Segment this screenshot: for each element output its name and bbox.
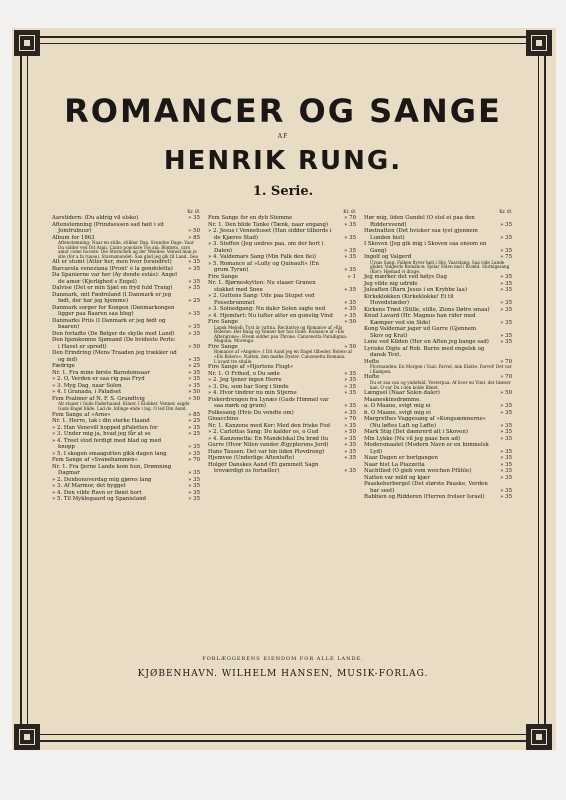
song-price: » 35 xyxy=(344,234,356,241)
song-title: Natten var mild og kjær xyxy=(364,474,430,481)
song-entry xyxy=(364,326,512,339)
song-title: » 4. Valdemars Sang (Min Falk den flei) xyxy=(208,254,317,260)
song-title: » 4. Hjemfart: Nu lufter atter en gunstig Vind xyxy=(208,312,333,319)
song-price: » 35 xyxy=(188,496,200,503)
song-price: » 35 xyxy=(188,483,200,490)
song-title: Nr. 1. Fra fjerne Lande kom hun, Drømning Dagmar xyxy=(52,463,172,477)
song-title: » 3. Af Marmor, det bygget xyxy=(52,483,126,490)
song-title: Aarstidern: (Du aldrig vil elske) xyxy=(52,215,139,221)
song-price: » 35 xyxy=(188,476,200,483)
song-price: » 35 xyxy=(500,429,512,436)
song-price: » 35 xyxy=(500,234,512,241)
song-price: » 35 xyxy=(344,403,356,410)
song-title: Fire Sange af »Hjortens Flugt« xyxy=(208,364,294,371)
contents-note: Alt staaer i Guds Faderhaand. Kimer, I Klokker. Venner, sagde Guds Engel blide. Lad do, kilinge ende i lag. O led Din Aand. xyxy=(58,401,190,411)
song-price: » 70 xyxy=(344,215,356,221)
song-title: Lyriske Digte af Rob. Burns med engelsk og dansk Text. xyxy=(364,345,485,359)
song-price: » 25 xyxy=(188,431,200,438)
song-title: » 4. Treet stod ferdigt med blad og med knopp xyxy=(52,437,162,451)
song-price: » 35 xyxy=(188,444,200,451)
song-price: » 35 xyxy=(500,306,512,313)
song-title: Fædrige xyxy=(52,363,75,370)
song-price: » 35 xyxy=(500,287,512,294)
song-price: » 50 xyxy=(344,319,356,325)
song-price: » 35 xyxy=(344,442,356,449)
song-title: Paaskeherberget (Det største Paaske, Verden har seet) xyxy=(364,481,488,494)
price-header: Kr. Ø. xyxy=(343,210,356,215)
song-entry xyxy=(52,272,200,285)
song-price: » 35 xyxy=(500,474,512,481)
song-title: » 5. Til Myklegaard og Spanieland xyxy=(52,496,147,503)
corner-ornament-icon xyxy=(14,724,40,750)
song-title: Fem Sange af »Svanehammen« xyxy=(52,457,138,464)
song-entry xyxy=(52,222,200,235)
song-entry xyxy=(208,228,356,241)
song-price: » 25 xyxy=(188,418,200,425)
contents-note: Romance af »Angelo«: I Dit Aand jeg en Engel tilbeder. Bolero af »Els Bolero«: Natten, den mørke Dyster. Canzonetta Romana. L'avant tre sitalle. xyxy=(214,349,352,364)
song-entry xyxy=(52,464,200,477)
song-title: Margrethes Vuggesang af »Kongsæmnerne« (Nu løftes Laft og Løfte) xyxy=(364,416,486,429)
song-entry xyxy=(52,496,200,503)
song-price: » 35 xyxy=(188,382,200,389)
song-list-column-3 xyxy=(364,210,512,501)
song-title: » 5. Romance af »Lully og Quinault« (En grum Tyran) xyxy=(208,260,319,273)
song-title: Min Lykke (Nu vil jeg gaae hen ad) xyxy=(364,435,461,442)
song-title: » 2. Carlottas Sang: Du kalder os, o Gud xyxy=(208,429,319,436)
song-entry xyxy=(364,215,512,228)
song-price: » 50 xyxy=(344,429,356,436)
song-title: Alt er stumt (Atter her, men hvor forandret) xyxy=(52,259,172,266)
song-price: » 35 xyxy=(500,422,512,429)
song-title: Barcarola veneziana (Pront' è la gondoletta) xyxy=(52,265,173,272)
song-price: » 35 xyxy=(188,324,200,331)
song-price: » 35 xyxy=(344,306,356,312)
song-price: » 50 xyxy=(188,343,200,350)
song-price: » 35 xyxy=(500,300,512,307)
price-header: Kr. Ø. xyxy=(187,210,200,215)
song-title: Nr. 1. Kanzone med Kor: Med den friske Fod xyxy=(208,422,330,429)
song-entry xyxy=(208,397,356,410)
song-price: » 50 xyxy=(344,343,356,350)
song-title: Holger Danskes Aand (Et gammelt Sagn troværdigt os fortæller) xyxy=(208,461,319,475)
song-title: Dalvise (Det er min Sjæl en fryd fuld Trang) xyxy=(52,285,173,292)
song-title: Den Erindring (Mens Traaden jeg trækker ud og ind) xyxy=(52,350,177,363)
song-title: » 4. Hvor tindrer nu min Stjerne xyxy=(208,390,297,397)
song-price: » 35 xyxy=(344,221,356,228)
song-price: » 35 xyxy=(344,377,356,384)
song-title: Da Spanierne var her (Ay donde estás): Angel de amor (Kjerlighed s Engel) xyxy=(52,272,177,285)
song-title: b. O Maane, svigt mig ei xyxy=(364,409,431,416)
song-title: Danmarks Priis (I Danmark er jeg født og baaren) xyxy=(52,317,166,331)
song-title: Kong Valdemar jager ud Gurre (Gjennem Skov og Krat) xyxy=(364,326,477,339)
song-price: » 35 xyxy=(344,390,356,397)
song-title: » 4. Kanzonetta: En Mandelskal Du brød itu xyxy=(208,435,329,442)
song-price: » 1 xyxy=(347,273,356,280)
song-title: » 3. Du, som har Sorg i Sinde xyxy=(208,383,289,390)
song-price: » 35 xyxy=(344,370,356,377)
song-list-column-2 xyxy=(208,210,356,475)
song-price: » 35 xyxy=(188,330,200,337)
song-title: Kirkens Trøst (Stille, stille, Zions Døtre smaa) xyxy=(364,306,490,313)
song-price: » 85 xyxy=(188,234,200,241)
song-title: Modersmaalet (Modern Navn er en himmelsk Lyd) xyxy=(364,442,489,455)
song-title: Nachtlied (O gieb vom weichen Pfühle) xyxy=(364,468,472,475)
song-title: Gurre (Hvor Nilen vander Ægypterens Jord) xyxy=(208,442,329,449)
rights-notice: FORLÆGGERENS EIENDOM FOR ALLE LANDE. xyxy=(202,656,364,662)
song-price: » 25 xyxy=(188,298,200,305)
song-price: » 35 xyxy=(344,383,356,390)
song-price: » 35 xyxy=(500,280,512,287)
song-title: » 2. Denbonoverdag mig gjøres lang xyxy=(52,476,152,483)
song-title: » 3. Myg Dag, naar Solen xyxy=(52,382,122,389)
song-title: » 3. Solnedgang: Nu daler Solen sagte ned xyxy=(208,306,326,312)
song-title: Høstnatten (Det hvisker saa tyst gjennem Lunden hist) xyxy=(364,228,478,241)
song-price: » 35 xyxy=(188,311,200,318)
song-title: » 2. Jeg tjener ingen Herre xyxy=(208,377,282,384)
song-price: » 35 xyxy=(500,461,512,468)
song-title: » 2. Han Venevill hopped pFaletten for xyxy=(52,424,158,431)
contents-note: Du er saa van og yndefuld. Vesterpaa: Af hver en Vind, der blæser kan. O var Du i den kolde Blæst. xyxy=(370,379,511,390)
song-price: » 50 xyxy=(188,395,200,402)
song-price: » 25 xyxy=(188,363,200,370)
song-price: » 35 xyxy=(188,424,200,431)
song-title: Fem Sange af »Arne« xyxy=(52,411,111,418)
song-title: Hefte xyxy=(364,358,380,365)
song-price: » 35 xyxy=(500,339,512,346)
song-title: » 3. Under mig ja, hvad jeg får at se xyxy=(52,431,151,438)
song-title: Rabbien og Ridderen (Herren frelser Israel) xyxy=(364,494,485,501)
song-entry xyxy=(52,318,200,331)
song-price: » 35 xyxy=(500,221,512,228)
song-title: Nr. 1. Den blide Tanke (Tænk, naar engang) xyxy=(208,221,329,228)
song-price: » 35 xyxy=(500,409,512,416)
song-price: » 35 xyxy=(344,312,356,319)
song-price: » 35 xyxy=(500,435,512,442)
song-entry xyxy=(52,292,200,305)
song-price: » 35 xyxy=(344,267,356,273)
song-price: » 35 xyxy=(188,356,200,363)
song-title: Fire Sange xyxy=(208,343,238,350)
song-title: Fem Psalmer af N. F. S. Grundtvig xyxy=(52,395,145,402)
song-entry xyxy=(208,462,356,475)
song-price: » 35 xyxy=(500,487,512,494)
song-title: Fem Sange for en dyb Stemme xyxy=(208,215,293,221)
song-price: » 35 xyxy=(188,285,200,292)
song-title: Album for 1863 xyxy=(52,234,95,241)
song-title: » 2. O, Verden er saa rig paa Fryd xyxy=(52,376,145,383)
song-title: Jeg mærker det ved hølys Dag xyxy=(364,274,447,281)
song-title: Kirkeklokken (Kirkeklokke! Ei til Hovedstæder) xyxy=(364,293,454,307)
song-entry xyxy=(364,494,512,501)
song-entry xyxy=(208,280,356,293)
song-title: Juleaften (Barn Jesus i en Krybbe laa) xyxy=(364,287,467,294)
corner-ornament-icon xyxy=(14,30,40,56)
song-price: » 35 xyxy=(188,265,200,272)
song-title: Lene ved Kilden (Her en Aften jeg bange sad) xyxy=(364,339,489,346)
by-label: AF xyxy=(277,133,289,140)
price-header: Kr. Ø. xyxy=(499,210,512,215)
song-title: Naar hist La Piazzetta xyxy=(364,461,425,468)
song-title: » 2. Jesus i Vennehuset (Han sidder tilbords i de Kjæres Stad) xyxy=(208,228,332,241)
corner-ornament-icon xyxy=(526,30,552,56)
song-price: » 35 xyxy=(500,455,512,462)
song-title: Folkesang (Hvis Du vendte om) xyxy=(208,409,294,416)
song-entry xyxy=(364,313,512,326)
song-price: » 35 xyxy=(500,332,512,339)
song-entry xyxy=(208,261,356,274)
contents-note: Ursas Sang: Falken flyver høit i Sky. Vaarslang: Saa vide Lande glider. Valgerds Romance: Sjelar Solen ned i Kvæld. Slutnigssang (Kor): Hjemad vi drage. xyxy=(370,259,510,274)
song-price: » 75 xyxy=(500,254,512,260)
song-title: Mark Stig (Det dæmrerd alt i Skoven) xyxy=(364,429,468,436)
song-price: » 35 xyxy=(188,450,200,457)
song-price: » 35 xyxy=(500,319,512,326)
song-price: » 35 xyxy=(500,274,512,281)
song-price: » 70 xyxy=(500,374,512,381)
song-entry xyxy=(52,337,200,350)
song-price: » 50 xyxy=(500,390,512,397)
song-price: » 35 xyxy=(344,435,356,442)
song-title: Hjemvee (Underlige Aftenlufte) xyxy=(208,455,295,462)
song-price: » 35 xyxy=(344,299,356,306)
song-title: Hans Tausen: Det var hin liden Plovdreng) xyxy=(208,448,325,455)
song-entry xyxy=(364,228,512,241)
song-title: Hefte xyxy=(364,374,380,381)
series-label: 1. Serie. xyxy=(252,184,314,199)
song-price: » 35 xyxy=(188,489,200,496)
song-title: Nr. 1. O Frihed, o Du søde xyxy=(208,370,280,377)
song-price: » 70 xyxy=(500,358,512,365)
song-price: » 35 xyxy=(344,468,356,475)
song-price: » 35 xyxy=(500,247,512,254)
song-entry xyxy=(364,241,512,254)
song-title: Nr. 1. Fra mine første Barndomsaar xyxy=(52,369,150,376)
song-price: » 50 xyxy=(188,228,200,234)
song-title: I Skoven (Jeg gik mig i Skoven saa ensom en Gang) xyxy=(364,241,487,254)
song-title: Fire Sange xyxy=(208,273,238,280)
song-title: Fiskerdrengen fra Lynæs (Guds Himmel var saa mørk og grum) xyxy=(208,396,329,410)
song-entry xyxy=(208,293,356,306)
composer-name: HENRIK RUNG. xyxy=(163,146,403,176)
song-entry xyxy=(52,350,200,363)
song-title: Den hjemkomne Sjømand (De hvideste Perle: i Havet er spredt) xyxy=(52,337,176,350)
song-title: a. O Maane, svigt mig ei xyxy=(364,403,431,410)
song-title: Danmark, mit Fædreland (I Danmark er jeg født, der har jeg hjemme) xyxy=(52,291,172,305)
song-price: » 85 xyxy=(188,411,200,418)
song-title: Jeg vilde nig udride xyxy=(364,280,418,287)
song-price: » 35 xyxy=(188,470,200,477)
song-price: » 35 xyxy=(344,254,356,260)
song-title: » 4. I Granada, i Paladset xyxy=(52,389,122,396)
song-price: » 70 xyxy=(344,416,356,423)
contents-note: Aftenstemning: Naar en stille, stilkler Dag. Svundne Dage: Vaar Du sidder ved Dit Aran. Canto popolare Tos ani: Blomsts, caro amor come faceste. Die Sternchen ag der Wendes: Vemod man je site (for a fa ruuse). Stavnsmondet: Saa glad jeg gik til Land.. bea xyxy=(58,240,198,259)
song-title: » 5. I skogen smaagutten gikk dagen lang xyxy=(52,450,167,457)
song-price: » 50 xyxy=(188,389,200,396)
song-title: Den forladte (De Bølger de skylle mod Land) xyxy=(52,330,175,337)
song-entry xyxy=(364,346,512,359)
song-title: Ingolf og Valgerd xyxy=(364,254,412,260)
song-title: Fire Sange xyxy=(208,319,238,325)
song-price: » 35 xyxy=(344,409,356,416)
song-title: Aftenstemning (Prindsessen sad høit i sit Jomfrubuur) xyxy=(52,221,165,234)
song-price: » 70 xyxy=(188,457,200,464)
song-title: Knud Lavard (Hr. Magnus han rider med Kæmper ved sin Side) xyxy=(364,313,476,326)
song-price: » 35 xyxy=(500,448,512,455)
song-entry xyxy=(364,442,512,455)
song-entry xyxy=(364,416,512,429)
song-price: » 35 xyxy=(344,455,356,462)
song-title: Hør mig, liden Gundel (O stol ei paa den Riddersvend) xyxy=(364,215,475,228)
song-entry xyxy=(52,438,200,451)
song-price: » 35 xyxy=(188,215,200,221)
song-price: » 35 xyxy=(500,494,512,501)
song-title: Nr. 1. Bjørneskytten: Nu staaer Granen stakket med Snee xyxy=(208,280,316,293)
publisher-line: KJØBENHAVN. WILHELM HANSEN, MUSIK-FORLAG. xyxy=(137,669,429,679)
song-price: » 35 xyxy=(344,422,356,429)
page-title: ROMANCER OG SANGE xyxy=(64,92,502,130)
contents-note: Lapsk Melodi: Tyst är vattna. Recitative og Romance af »Els Bolerne: Her Baag og Venner her hos Ende. Romance af »Els Afterarone«: Hvem sidder paa Throne. Canzonetta Paradigma: Magolia, Morenga. xyxy=(214,324,348,344)
song-entry xyxy=(364,294,512,307)
song-title: » 3. Steffen (Jeg undres paa, om der bort i Dalen) xyxy=(208,241,324,254)
song-price: » 35 xyxy=(500,468,512,475)
song-entry xyxy=(52,305,200,318)
song-price: » 35 xyxy=(500,403,512,410)
song-title: Længsel (Naar Solen daler) xyxy=(364,390,440,397)
song-title: Naar Dagen er bortgangen xyxy=(364,455,438,462)
song-title: Maaneskinsdrømme. xyxy=(364,396,422,403)
song-price: » 35 xyxy=(344,448,356,455)
song-price: » 35 xyxy=(188,278,200,285)
song-price: » 35 xyxy=(344,286,356,293)
song-price: » 35 xyxy=(188,376,200,383)
song-title: Gioacchino xyxy=(208,416,239,423)
song-price: » 35 xyxy=(188,259,200,266)
contents-note: Plovmanden: En Morgen i Vaar. Farvel, min Elskte. Farvel! Det var i Kampen. xyxy=(370,364,512,374)
song-price: » 35 xyxy=(188,369,200,376)
song-title: » 2. Guttens Sang: Ude paa Stupet ved Fossebrummet xyxy=(208,293,315,306)
song-list-column-1 xyxy=(52,210,200,503)
song-title: Danmark sorger for Kongen (Danmarkongen ligger paa Baaren saa bleg) xyxy=(52,304,175,318)
song-title: Nr. 1. Herre, tak i din sterke Haand xyxy=(52,418,150,425)
song-entry xyxy=(364,481,512,494)
corner-ornament-icon xyxy=(526,724,552,750)
song-price: » 35 xyxy=(344,247,356,254)
song-title: » 4. Den vilde Ravn er fløiet bort xyxy=(52,489,142,496)
song-entry xyxy=(208,241,356,254)
